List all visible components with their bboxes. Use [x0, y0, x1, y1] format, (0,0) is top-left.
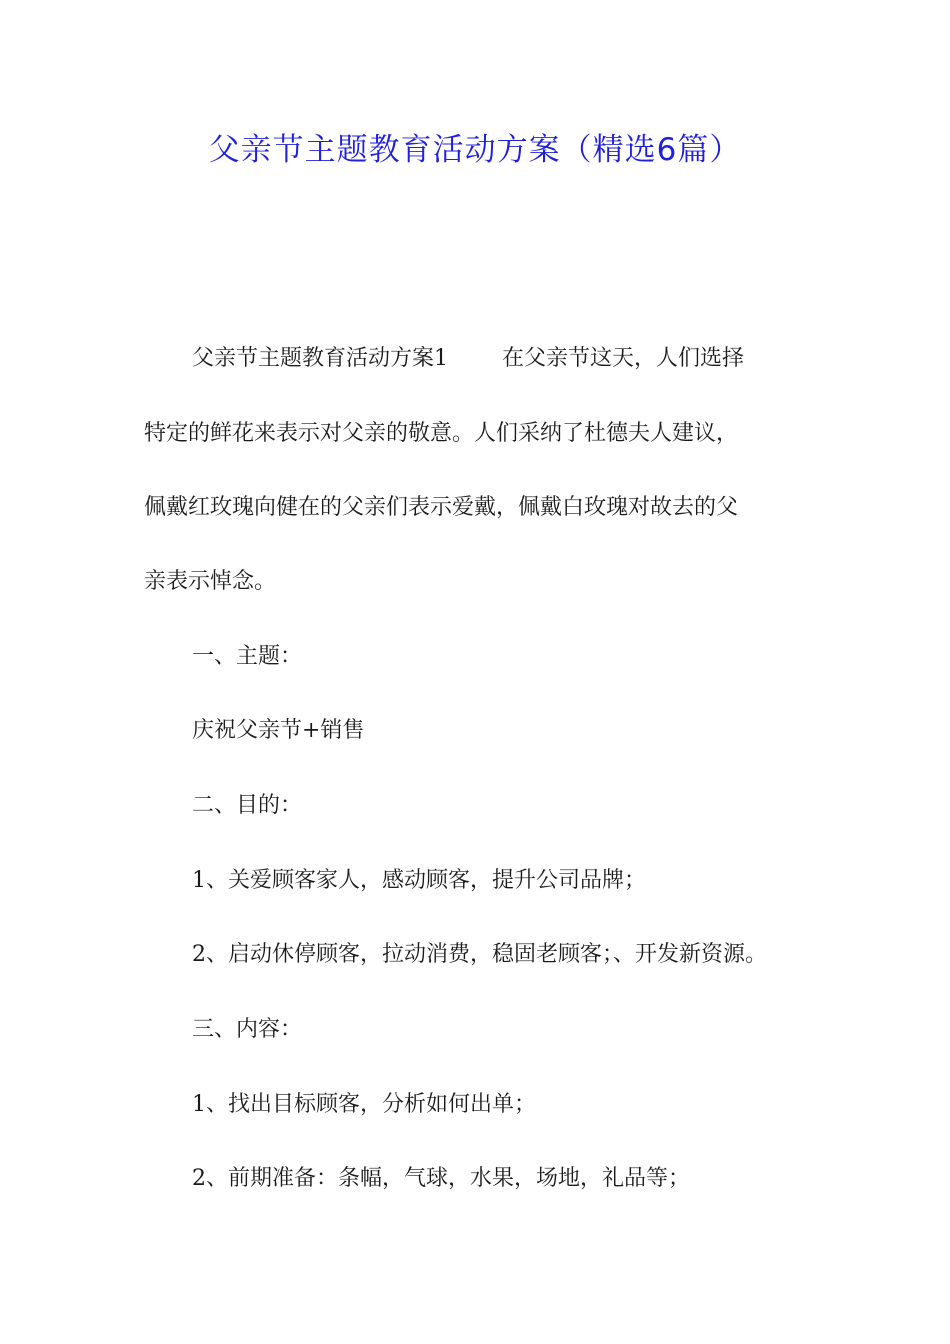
intro-text-line-4: 亲表示悼念。: [144, 569, 277, 594]
content-item-2: 2、前期准备：条幅，气球，水果，场地，礼品等；: [192, 1166, 690, 1191]
intro-text-line-3: 佩戴红玫瑰向健在的父亲们表示爱戴，佩戴白玫瑰对故去的父: [144, 495, 739, 520]
goal-item-2: 2、启动休停顾客，拉动消费，稳固老顾客；、开发新资源。: [192, 942, 767, 967]
intro-text-line-1: 在父亲节这天，人们选择: [502, 346, 745, 371]
section-theme-heading: 一、主题：: [192, 644, 303, 669]
intro-first-line: [192, 344, 744, 374]
plan-heading: 父亲节主题教育活动方案1: [192, 346, 448, 371]
document-title: 父亲节主题教育活动方案（精选6篇）: [208, 132, 742, 168]
section-goal-heading: 二、目的：: [192, 793, 303, 818]
goal-item-1: 1、关爱顾客家人，感动顾客，提升公司品牌；: [192, 868, 646, 893]
content-item-1: 1、找出目标顾客，分析如何出单；: [192, 1092, 536, 1117]
section-content-heading: 三、内容：: [192, 1017, 303, 1042]
section-theme-text: 庆祝父亲节+销售: [192, 718, 365, 743]
intro-text-line-2: 特定的鲜花来表示对父亲的敬意。人们采纳了杜德夫人建议，: [144, 421, 739, 446]
